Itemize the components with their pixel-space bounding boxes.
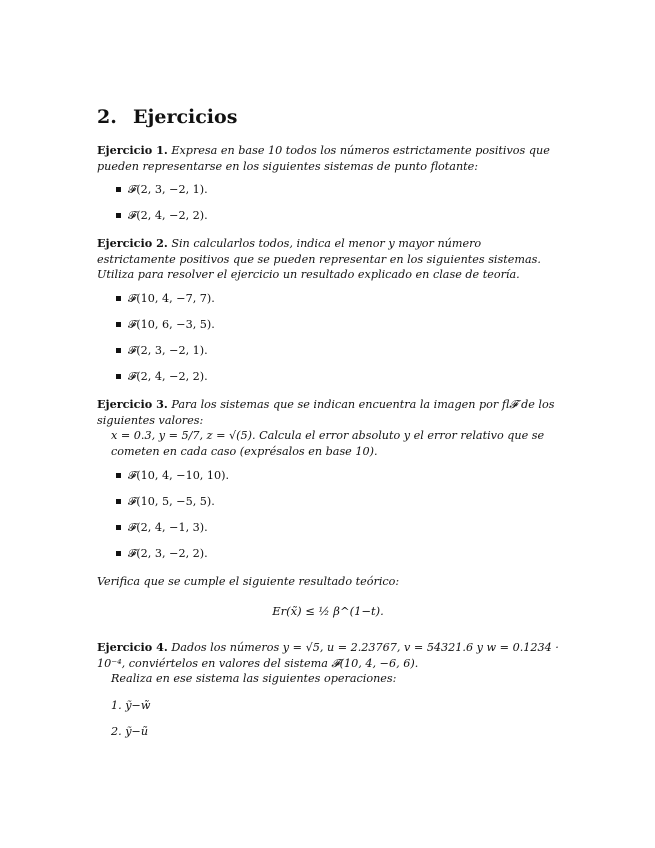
exercise-3-item <box>116 495 215 509</box>
section-number: 2. <box>97 106 117 128</box>
item-text: 𝓕(2, 3, −2, 2). <box>128 547 208 560</box>
item-text: 𝓕(10, 6, −3, 5). <box>128 318 215 331</box>
bullet-icon <box>116 374 121 379</box>
exercise-4-label: Ejercicio 4. <box>97 640 168 654</box>
exercise-4 <box>97 640 559 687</box>
item-text: 𝓕(10, 5, −5, 5). <box>128 495 215 508</box>
exercise-4-instruction: Realiza en ese sistema las siguientes operaciones: <box>111 672 397 685</box>
exercise-3-verify: Verifica que se cumple el siguiente resultado teórico: <box>97 575 400 588</box>
bullet-icon <box>116 296 121 301</box>
exercise-4-item: 1. ỹ−w̃ <box>111 699 151 712</box>
exercise-2-text: Sin calcularlos todos, indica el menor y mayor número estrictamente positivos que se pueden representar en los siguientes sistemas. Utiliza para resolver el ejercicio un resultado explicado en clase de teoría. <box>97 237 541 281</box>
exercise-3-item <box>116 521 208 535</box>
exercise-3-item <box>116 547 208 561</box>
section-heading <box>97 106 237 128</box>
item-text: 𝓕(2, 4, −2, 2). <box>128 370 208 383</box>
item-text: 𝓕(2, 4, −1, 3). <box>128 521 208 534</box>
bullet-icon <box>116 187 121 192</box>
exercise-1-label: Ejercicio 1. <box>97 143 168 157</box>
exercise-2-item <box>116 344 208 358</box>
exercise-2 <box>97 236 559 283</box>
exercise-3-values: x = 0.3, y = 5/7, z = √(5). Calcula el error absoluto y el error relativo que se cometen en cada caso (exprésalos en base 10). <box>111 429 545 458</box>
bullet-icon <box>116 499 121 504</box>
item-text: 𝓕(10, 4, −10, 10). <box>128 469 230 482</box>
exercise-3 <box>97 397 559 459</box>
exercise-3-item <box>116 469 229 483</box>
exercise-1-text: Expresa en base 10 todos los números estrictamente positivos que pueden representarse en los siguientes sistemas de punto flotante: <box>97 144 550 173</box>
item-text: 𝓕(10, 4, −7, 7). <box>128 292 215 305</box>
bullet-icon <box>116 348 121 353</box>
exercise-1-item <box>116 183 208 197</box>
exercise-2-item <box>116 292 215 306</box>
exercise-1-item <box>116 209 208 223</box>
item-text: 𝓕(2, 3, −2, 1). <box>128 183 208 196</box>
exercise-2-item <box>116 370 208 384</box>
exercise-2-label: Ejercicio 2. <box>97 236 168 250</box>
exercise-3-label: Ejercicio 3. <box>97 397 168 411</box>
item-text: 𝓕(2, 4, −2, 2). <box>128 209 208 222</box>
exercise-4-text: Dados los números y = √5, u = 2.23767, v = 54321.6 y w = 0.1234 · 10⁻⁴, conviértelos en valores del sistema 𝓕(10, 4, −6, 6). <box>97 641 559 670</box>
bullet-icon <box>116 213 121 218</box>
item-text: 𝓕(2, 3, −2, 1). <box>128 344 208 357</box>
exercise-4-item: 2. ỹ−ũ <box>111 725 149 738</box>
exercise-3-text: Para los sistemas que se indican encuentra la imagen por fl𝓕 de los siguientes valores: <box>97 398 555 427</box>
bullet-icon <box>116 551 121 556</box>
exercise-1 <box>97 143 559 174</box>
bullet-icon <box>116 525 121 530</box>
error-formula: Er(x̃) ≤ ½ β^(1−t). <box>272 604 384 618</box>
section-title: Ejercicios <box>133 106 238 128</box>
exercise-2-item <box>116 318 215 332</box>
bullet-icon <box>116 473 121 478</box>
bullet-icon <box>116 322 121 327</box>
